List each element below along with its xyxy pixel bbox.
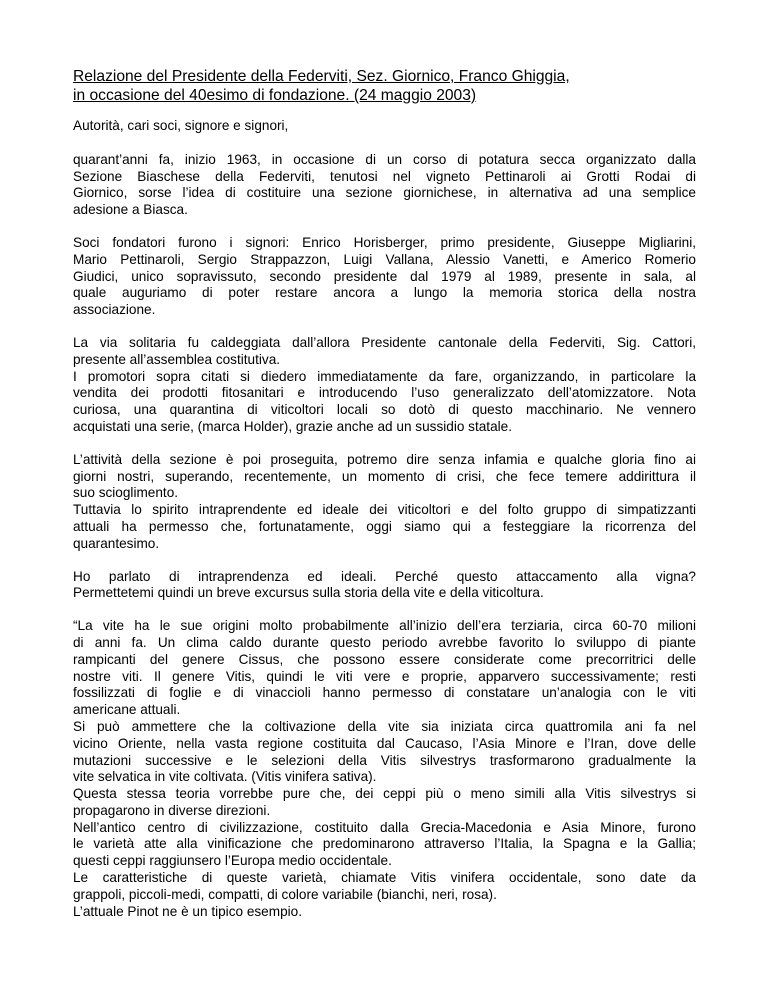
- text-line: vicino Oriente, nella vasta regione costituita dal Caucaso, l’Asia Minore e l’Iran, dove delle: [73, 735, 696, 751]
- paragraph-early-activity: [73, 335, 696, 436]
- text-line: curiosa, una quarantina di viticoltori locali so dotò di questo macchinario. Ne vennero: [73, 402, 696, 418]
- text-line: presente all’assemblea costitutiva.: [73, 351, 281, 367]
- text-line: I promotori sopra citati si diedero immediatamente da fare, organizzando, in particolare la: [73, 368, 696, 384]
- paragraph-founding-idea: [73, 152, 696, 219]
- text-line: mutazioni successive e le selezioni della Vitis silvestrys trasformarono gradualmente la: [73, 752, 696, 768]
- text-line: vendita dei prodotti fitosanitari e introducendo l’uso generalizzato dell’atomizzatore. Nota: [73, 385, 696, 401]
- paragraph-vine-history: [73, 618, 696, 920]
- text-line: quale auguriamo di poter restare ancora a lungo la memoria storica della nostra: [73, 285, 696, 301]
- text-line: Permettetemi quindi un breve excursus sulla storia della vite e della viticoltura.: [73, 585, 544, 601]
- text-line: adesione a Biasca.: [73, 202, 188, 218]
- text-line: associazione.: [73, 302, 156, 318]
- text-line: americane attuali.: [73, 702, 181, 718]
- text-line: Sezione Biaschese della Federviti, tenutosi nel vigneto Pettinaroli ai Grotti Rodai di: [73, 168, 696, 184]
- paragraph-founders: [73, 235, 696, 319]
- text-line: Tuttavia lo spirito intraprendente ed ideale dei viticoltori e del folto gruppo di simpatizzanti: [73, 502, 696, 518]
- text-line: acquistati una serie, (marca Holder), grazie anche ad un sussidio statale.: [73, 418, 513, 434]
- document-page: [73, 67, 696, 936]
- text-line: le varietà atte alla vinificazione che predominarono attraverso l’Italia, la Spagna e la Gallia;: [73, 836, 696, 852]
- text-line: L’attività della sezione è poi proseguita, potremo dire senza infamia e qualche gloria fino ai: [73, 451, 696, 467]
- text-line: grappoli, piccoli-medi, compatti, di colore variabile (bianchi, neri, rosa).: [73, 886, 497, 902]
- text-line: giorni nostri, superando, recentemente, un momento di crisi, che fece temere addirittura il: [73, 468, 696, 484]
- text-line: nostre viti. Il genere Vitis, quindi le viti vere e proprie, apparvero successivamente; resti: [73, 668, 696, 684]
- paragraph-continuation: [73, 452, 696, 553]
- text-line: Questa stessa teoria vorrebbe pure che, dei ceppi più o meno simili alla Vitis silvestrys si: [73, 786, 696, 802]
- text-line: Ho parlato di intraprendenza ed ideali. Perché questo attaccamento alla vigna?: [73, 568, 696, 584]
- text-line: La via solitaria fu caldeggiata dall’allora Presidente cantonale della Federviti, Sig. Cattori,: [73, 334, 696, 350]
- text-line: questi ceppi raggiunsero l’Europa medio occidentale.: [73, 853, 392, 869]
- text-line: quarant’anni fa, inizio 1963, in occasione di un corso di potatura secca organizzato dalla: [73, 151, 696, 167]
- paragraph-ideals: [73, 569, 696, 603]
- text-line: Nell’antico centro di civilizzazione, costituito dalla Grecia-Macedonia e Asia Minore, furono: [73, 819, 696, 835]
- text-line: Mario Pettinaroli, Sergio Strappazzon, Luigi Vallana, Alessio Vanetti, e Americo Romerio: [73, 251, 696, 267]
- text-line: L’attuale Pinot ne è un tipico esempio.: [73, 903, 302, 919]
- text-line: Le caratteristiche di queste varietà, chiamate Vitis vinifera occidentale, sono date da: [73, 870, 696, 886]
- document-title: [73, 67, 696, 105]
- text-line: “La vite ha le sue origini molto probabilmente all’inizio dell’era terziaria, circa 60-70 milioni: [73, 618, 696, 634]
- text-line: fossilizzati di foglie e di vinaccioli hanno permesso di constatare un’analogia con le viti: [73, 685, 696, 701]
- text-line: attuali ha permesso che, fortunatamente, oggi siamo qui a festeggiare la ricorrenza del: [73, 518, 696, 534]
- text-line: di anni fa. Un clima caldo durante questo periodo avrebbe favorito lo sviluppo di piante: [73, 634, 696, 650]
- text-line: Giudici, unico sopravissuto, secondo presidente dal 1979 al 1989, presente in sala, al: [73, 268, 696, 284]
- text-line: Soci fondatori furono i signori: Enrico Horisberger, primo presidente, Giuseppe Migliarini,: [73, 234, 696, 250]
- text-line: Giornico, sorse l’idea di costituire una sezione giornichese, in alternativa ad una semplice: [73, 185, 696, 201]
- title-line: Relazione del Presidente della Federviti, Sez. Giornico, Franco Ghiggia,: [73, 68, 570, 85]
- text-line: propagarono in diverse direzioni.: [73, 802, 271, 818]
- text-line: Si può ammettere che la coltivazione della vite sia iniziata circa quattromila ani fa nel: [73, 718, 696, 734]
- text-line: rampicanti del genere Cissus, che possono essere considerate come precorritrici delle: [73, 651, 696, 667]
- greeting: Autorità, cari soci, signore e signori,: [73, 118, 289, 133]
- text-line: suo scioglimento.: [73, 485, 179, 501]
- title-line: in occasione del 40esimo di fondazione. (24 maggio 2003): [73, 87, 477, 104]
- text-line: quarantesimo.: [73, 535, 160, 551]
- text-line: vite selvatica in vite coltivata. (Vitis vinifera sativa).: [73, 769, 377, 785]
